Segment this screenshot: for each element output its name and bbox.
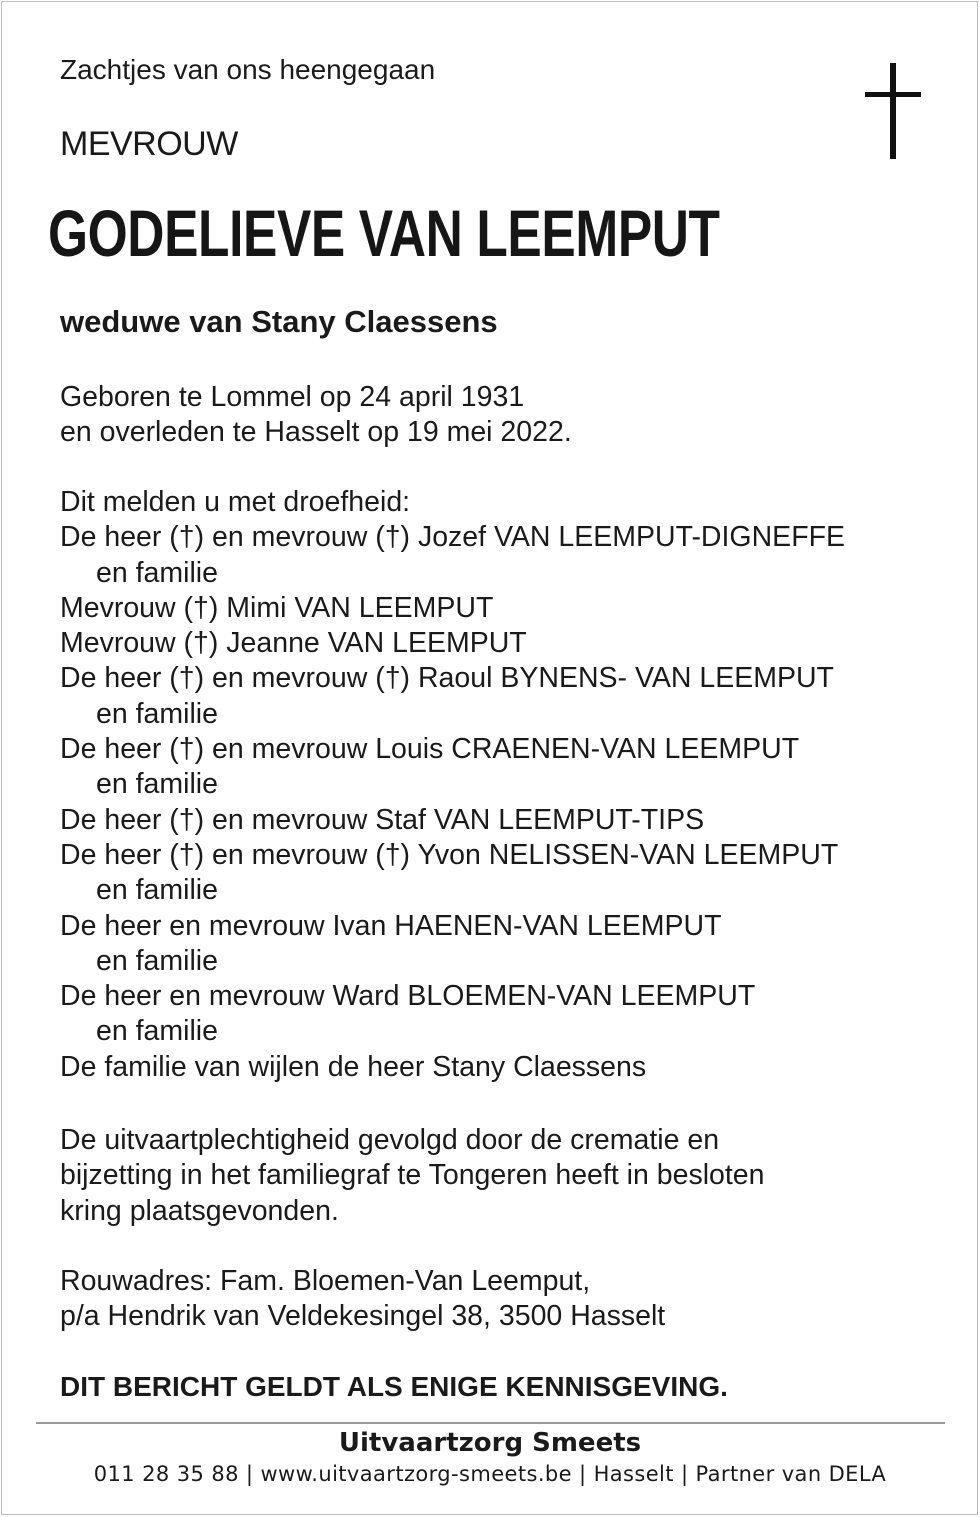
notice-text: DIT BERICHT GELDT ALS ENIGE KENNISGEVING. bbox=[60, 1371, 728, 1402]
birth-line: Geboren te Lommel op 24 april 1931 bbox=[60, 381, 525, 413]
intro-text: Zachtjes van ons heengegaan bbox=[60, 54, 436, 85]
mourner-line: Mevrouw (†) Jeanne VAN LEEMPUT bbox=[60, 627, 527, 660]
mourner-line: De heer en mevrouw Ivan HAENEN-VAN LEEMPUT bbox=[60, 909, 722, 942]
mourner-line: en familie bbox=[96, 1015, 218, 1048]
mourner-line: en familie bbox=[96, 556, 218, 589]
undertaker-name: Uitvaartzorg Smeets bbox=[338, 1428, 642, 1458]
mourners-intro: Dit melden u met droefheid: bbox=[60, 486, 411, 518]
ceremony-line: kring plaatsgevonden. bbox=[60, 1194, 339, 1227]
mourner-line: De heer (†) en mevrouw Louis CRAENEN-VAN LEEMPUT bbox=[60, 733, 800, 766]
mourner-line: en familie bbox=[96, 697, 218, 730]
spouse-line: weduwe van Stany Claessens bbox=[60, 304, 498, 339]
mourner-line: De heer (†) en mevrouw Staf VAN LEEMPUT-TIPS bbox=[60, 803, 705, 836]
address-line: Rouwadres: Fam. Bloemen-Van Leemput, bbox=[60, 1265, 591, 1297]
mourner-line: De heer (†) en mevrouw (†) Jozef VAN LEEMPUT-DIGNEFFE bbox=[60, 521, 846, 554]
cross-icon bbox=[865, 63, 921, 159]
footer-divider bbox=[36, 1422, 945, 1424]
address-line: p/a Hendrik van Veldekesingel 38, 3500 Hasselt bbox=[60, 1300, 666, 1333]
mourner-line: De familie van wijlen de heer Stany Claessens bbox=[60, 1050, 647, 1083]
mourner-line: De heer (†) en mevrouw (†) Raoul BYNENS- VAN LEEMPUT bbox=[60, 662, 834, 695]
address-block bbox=[60, 1264, 665, 1335]
undertaker-contact: 011 28 35 88 | www.uitvaartzorg-smeets.be | Hasselt | Partner van DELA bbox=[93, 1462, 887, 1486]
mourner-line: en familie bbox=[96, 874, 218, 907]
ceremony-line: bijzetting in het familiegraf te Tongeren heeft in besloten bbox=[60, 1159, 765, 1192]
mourner-line: en familie bbox=[96, 768, 218, 801]
mourner-line: De heer (†) en mevrouw (†) Yvon NELISSEN-VAN LEEMPUT bbox=[60, 838, 839, 871]
mourners-block bbox=[60, 485, 845, 1085]
deceased-name: GODELIEVE VAN LEEMPUT bbox=[48, 196, 720, 270]
ceremony-line: De uitvaartplechtigheid gevolgd door de crematie en bbox=[60, 1124, 720, 1156]
death-line: en overleden te Hasselt op 19 mei 2022. bbox=[60, 416, 572, 449]
mourner-line: en familie bbox=[96, 944, 218, 977]
honorific: MEVROUW bbox=[60, 125, 238, 163]
mourner-line: De heer en mevrouw Ward BLOEMEN-VAN LEEMPUT bbox=[60, 980, 756, 1013]
mourner-line: Mevrouw (†) Mimi VAN LEEMPUT bbox=[60, 591, 494, 624]
ceremony-block bbox=[60, 1123, 765, 1229]
birth-death-block bbox=[60, 380, 572, 451]
